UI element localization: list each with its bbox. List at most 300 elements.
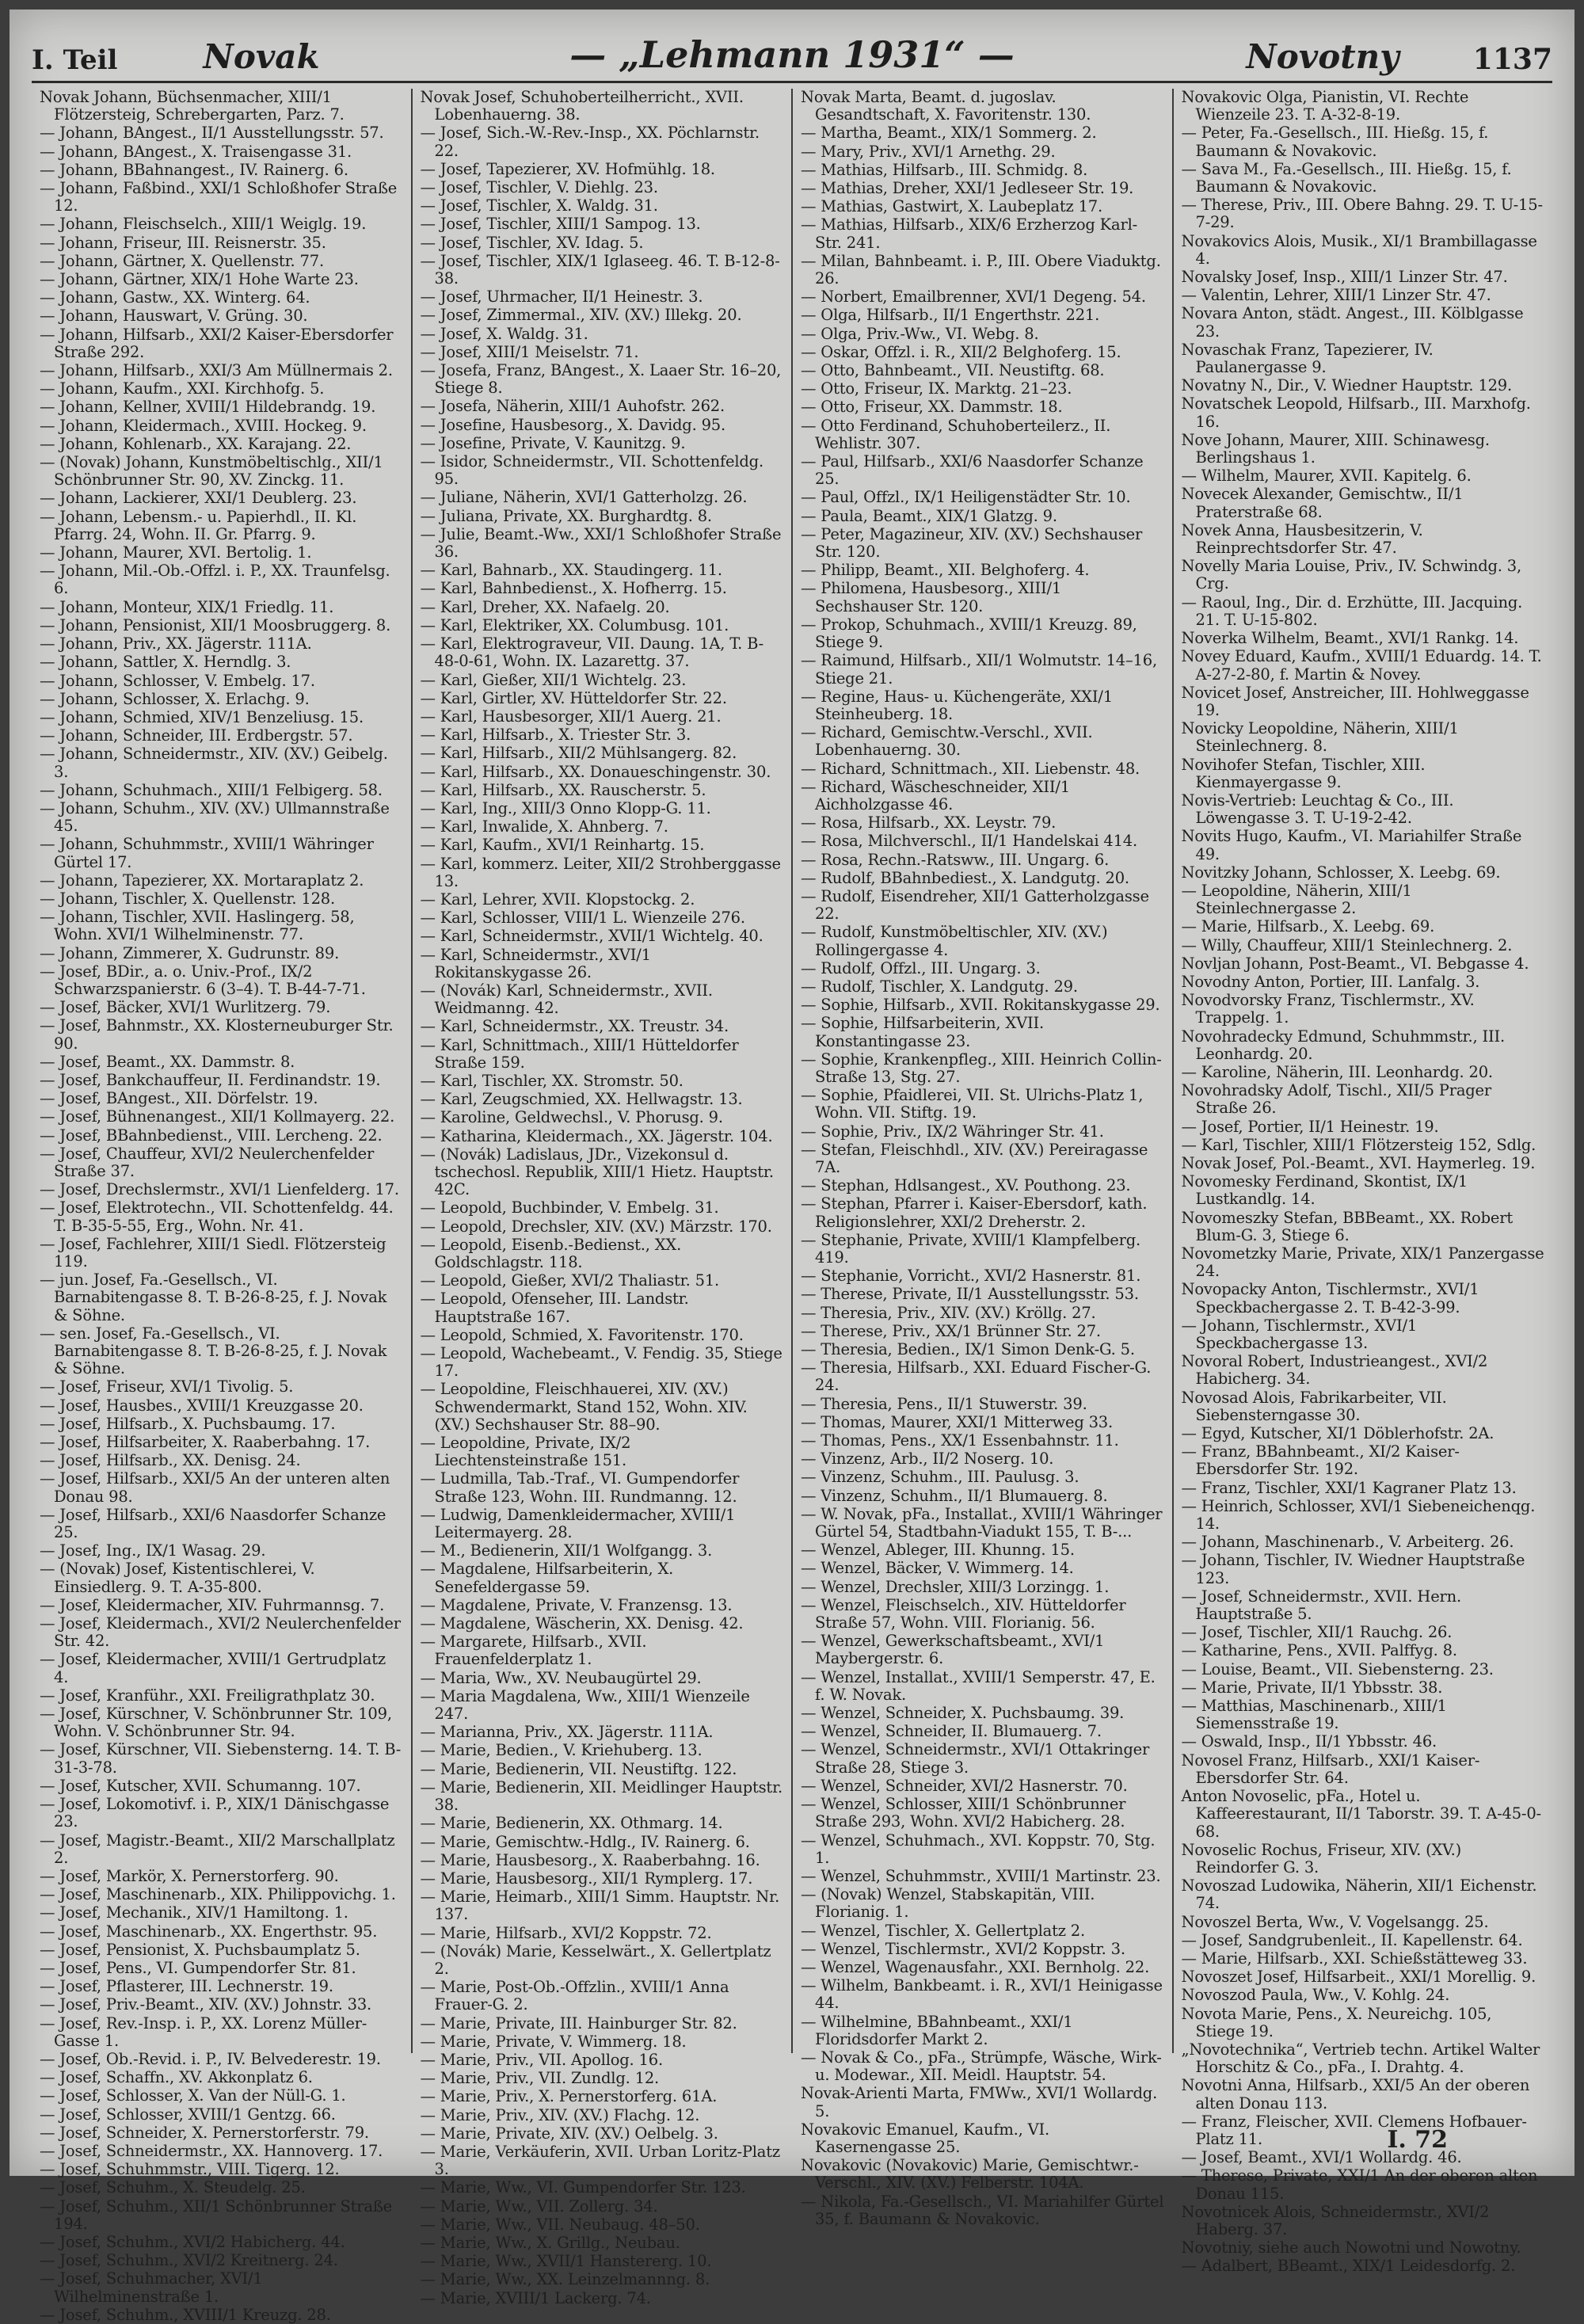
directory-entry: — Johann, Schuhmmstr., XVIII/1 Währinger Gürtel 17. [40,835,374,871]
directory-entry: — Marie, Hilfsarb., XVI/2 Koppstr. 72. [420,1923,712,1942]
directory-entry: — Johann, BAngest., X. Traisengasse 31. [40,142,352,161]
directory-entry: — Marie, Priv., VII. Apollog. 16. [420,2050,663,2069]
directory-entry: — M., Bedienerin, XII/1 Wolfgangg. 3. [420,1541,713,1560]
directory-entry: — Therese, Priv., III. Obere Bahng. 29. T. U-15-7-29. [1181,196,1543,232]
directory-entry: — Johann, Gärtner, X. Quellenstr. 77. [40,251,324,270]
directory-entry: — (Novák) Ladislaus, JDr., Vizekonsul d. tschechosl. Republik, XIII/1 Hietz. Hauptstr. 42C. [420,1145,774,1199]
directory-entry: — Josef, BBahnbedienst., VIII. Lercheng. 22. [40,1126,383,1145]
directory-entry: — Leopold, Buchbinder, V. Embelg. 31. [420,1198,719,1217]
directory-entry: — Leopoldine, Näherin, XIII/1 Steinlechnergasse 2. [1181,881,1412,918]
directory-entry: Novecek Alexander, Gemischtw., II/1 Praterstraße 68. [1181,485,1464,521]
directory-entry: — Wenzel, Tischlermstr., XVI/2 Koppstr. 3. [801,1939,1125,1958]
directory-entry: — Josef, Kürschner, VII. Siebensterng. 14. T. B-31-3-78. [40,1740,402,1777]
directory-entry: Novoszad Ludowika, Näherin, XII/1 Eichenstr. 74. [1181,1876,1537,1913]
directory-entry: — Josef, Hilfsarb., XX. Denisg. 24. [40,1451,301,1470]
directory-entry: — Paula, Beamt., XIX/1 Glatzg. 9. [801,506,1057,525]
directory-entry: — jun. Josef, Fa.-Gesellsch., VI. Barnabitengasse 8. T. B-26-8-25, f. J. Novak & Söhne. [40,1271,387,1324]
directory-entry: — Johann, Mil.-Ob.-Offzl. i. P., XX. Traunfelsg. 6. [40,562,390,598]
directory-entry: — Philipp, Beamt., XII. Belghoferg. 4. [801,561,1090,580]
directory-entry: — Johann, Kellner, XVIII/1 Hildebrandg. 19. [40,398,376,417]
directory-entry: — Sophie, Krankenpfleg., XIII. Heinrich Collin-Straße 13, Stg. 27. [801,1050,1162,1086]
directory-entry: — Josef, BDir., a. o. Univ.-Prof., IX/2 Schwarzspanierstr. 6 (3–4). T. B-44-7-71. [40,962,366,998]
directory-entry: — Sophie, Priv., IX/2 Währinger Str. 41. [801,1122,1104,1141]
directory-entry: — Marie, Ww., XVII/1 Hanstererg. 10. [420,2252,712,2271]
directory-entry: — Egyd, Kutscher, XI/1 Döblerhofstr. 2A. [1181,1424,1495,1443]
directory-entry: Novitzky Johann, Schlosser, X. Leebg. 69. [1181,863,1501,882]
directory-entry: — Josef, Schuhm., XII/1 Schönbrunner Straße 194. [40,2196,393,2233]
directory-entry: — Marie, Bedienerin, VII. Neustiftg. 122. [420,1759,737,1778]
directory-entry: — Marie, Bedienerin, XX. Othmarg. 14. [420,1814,723,1833]
directory-entry: — Johann, Tischler, X. Quellenstr. 128. [40,889,336,908]
directory-entry: — Leopoldine, Private, IX/2 Liechtensteinstraße 151. [420,1434,631,1470]
directory-entry: — Josef, Portier, II/1 Heinestr. 19. [1181,1117,1439,1136]
directory-entry: — Johann, Schneider, III. Erdbergstr. 57. [40,726,353,745]
directory-entry: — Juliana, Private, XX. Burghardtg. 8. [420,506,712,525]
directory-entry: — Franz, Tischler, XXI/1 Kagraner Platz 13. [1181,1478,1517,1497]
directory-entry: — Josef, Hilfsarb., XXI/6 Naasdorfer Schanze 25. [40,1505,386,1542]
directory-entry: — Josef, Schneider, X. Pernerstorferstr. 79. [40,2123,369,2142]
directory-entry: — Josef, Kleidermacher, XIV. Fuhrmannsg. 7. [40,1595,385,1614]
directory-entry: — Johann, BBahnangest., IV. Rainerg. 6. [40,160,348,179]
directory-entry: — Otto, Friseur, IX. Marktg. 21–23. [801,379,1072,398]
directory-entry: — Marie, Post-Ob.-Offzlin., XVIII/1 Anna Frauer-G. 2. [420,1978,729,2014]
directory-entry: — Peter, Magazineur, XIV. (XV.) Sechshauser Str. 120. [801,524,1143,562]
directory-entry: — Johann, Gärtner, XIX/1 Hohe Warte 23. [40,270,359,289]
directory-entry: Novihofer Stefan, Tischler, XIII. Kienmayergasse 9. [1181,755,1426,791]
directory-entry: Novoszet Josef, Hilfsarbeit., XXI/1 Morellig. 9. [1181,1968,1536,1987]
directory-entry: — Maria Magdalena, Ww., XIII/1 Wienzeile 247. [420,1686,750,1724]
directory-entry: — Johann, Tischlermstr., XVI/1 Speckbachergasse 13. [1181,1316,1418,1353]
directory-entry: — Philomena, Hausbesorg., XIII/1 Sechshauser Str. 120. [801,579,1062,615]
directory-entry: — Isidor, Schneidermstr., VII. Schottenfeldg. 95. [420,452,763,489]
directory-entry: — Julie, Beamt.-Ww., XXI/1 Schloßhofer Straße 36. [420,524,782,562]
directory-entry: — Josef, Schlosser, XVIII/1 Gentzg. 66. [40,2105,336,2124]
directory-entry: — Marie, Verkäuferin, XVII. Urban Loritz-Platz 3. [420,2142,780,2179]
directory-entry: — Josef, Tischler, XIX/1 Iglaseeg. 46. T. B-12-8-38. [420,251,780,288]
directory-entry: — Josefa, Franz, BAngest., X. Laaer Str. 16–20, Stiege 8. [420,361,782,398]
directory-entry: — Karl, Hausbesorger, XII/1 Auerg. 21. [420,707,722,726]
directory-entry: — Otto, Friseur, XX. Dammstr. 18. [801,398,1063,417]
directory-entry: — Johann, Hilfsarb., XXI/2 Kaiser-Ebersdorfer Straße 292. [40,325,394,361]
directory-entry: — Franz, BBahnbeamt., XI/2 Kaiser-Ebersdorfer Str. 192. [1181,1442,1460,1479]
directory-entry: — Josef, Schneidermstr., XX. Hannoverg. 17. [40,2141,383,2160]
directory-entry: Novatny N., Dir., V. Wiedner Hauptstr. 129. [1181,376,1513,395]
directory-entry: — Josef, BAngest., XII. Dörfelstr. 19. [40,1089,318,1108]
directory-entry: — Johann, Tischler, IV. Wiedner Hauptstraße 123. [1181,1551,1525,1587]
directory-entry: — Rosa, Milchverschl., II/1 Handelskai 414. [801,832,1137,851]
directory-entry: — Magdalene, Hilfsarbeiterin, X. Senefeldergasse 59. [420,1560,674,1596]
directory-entry: — Josefine, Hausbesorg., X. Davidg. 95. [420,415,725,434]
directory-entry: — Mary, Priv., XVI/1 Arnethg. 29. [801,142,1056,161]
directory-entry: — Karl, Schnittmach., XIII/1 Hütteldorfer Straße 159. [420,1035,739,1072]
directory-entry: — Thomas, Pens., XX/1 Essenbahnstr. 11. [801,1431,1119,1450]
directory-entry: — Willy, Chauffeur, XIII/1 Steinlechnerg. 2. [1181,935,1513,954]
directory-entry: — Josef, Rev.-Insp. i. P., XX. Lorenz Müller-Gasse 1. [40,2013,367,2050]
directory-entry: — Josef, Fachlehrer, XIII/1 Siedl. Flötzersteig 119. [40,1234,386,1271]
directory-entry: Novara Anton, städt. Angest., III. Kölblgasse 23. [1181,304,1524,341]
directory-entry: — Leopold, Gießer, XVI/2 Thaliastr. 51. [420,1271,720,1290]
directory-entry: — Peter, Fa.-Gesellsch., III. Hießg. 15, f. Baumann & Novakovic. [1181,124,1489,160]
directory-entry: — Rosa, Rechn.-Ratsww., III. Ungarg. 6. [801,850,1110,869]
directory-entry: — Johann, Schlosser, X. Erlachg. 9. [40,689,310,708]
directory-entry: Novoral Robert, Industrieangest., XVI/2 Habicherg. 34. [1181,1352,1488,1389]
directory-entry: — Franz, Fleischer, XVII. Clemens Hofbauer-Platz 11. [1181,2112,1527,2148]
directory-entry: — Marie, Ww., XX. Leinzelmannng. 8. [420,2270,710,2289]
directory-entry: — Richard, Gemischtw.-Verschl., XVII. Lobenhauerng. 30. [801,723,1093,760]
directory-entry: — Josef, Hilfsarbeiter, X. Raaberbahng. 17. [40,1433,371,1452]
directory-entry: — Vinzenz, Arb., II/2 Noserg. 10. [801,1450,1054,1469]
directory-entry: — Karl, Tischler, XX. Stromstr. 50. [420,1071,683,1090]
directory-entry: — Josef, Tischler, X. Waldg. 31. [420,196,658,215]
directory-entry: — Karl, Zeugschmied, XX. Hellwagstr. 13. [420,1090,743,1109]
column-3 [791,88,1172,2228]
directory-entry: — Leopold, Wachebeamt., V. Fendig. 35, Stiege 17. [420,1344,782,1381]
directory-entry: — Leopold, Schmied, X. Favoritenstr. 170. [420,1325,744,1344]
directory-entry: — Josef, Schuhm., XVI/2 Habicherg. 44. [40,2232,345,2251]
directory-entry: — Oskar, Offzl. i. R., XII/2 Belghoferg. 15. [801,342,1121,361]
directory-entry: — Karl, Schneidermstr., XVII/1 Wichtelg. 40. [420,927,763,946]
directory-entry: — Johann, Zimmerer, X. Gudrunstr. 89. [40,943,340,962]
directory-entry: — Sava M., Fa.-Gesellsch., III. Hießg. 15, f. Baumann & Novakovic. [1181,159,1512,196]
directory-entry: — Marie, Priv., X. Pernerstorferg. 61A. [420,2087,718,2106]
directory-entry: Novotni Anna, Hilfsarb., XXI/5 An der oberen alten Donau 113. [1181,2076,1530,2113]
directory-entry: Novohradecky Edmund, Schuhmmstr., III. Leonhardg. 20. [1181,1027,1506,1063]
directory-entry: — Wenzel, Tischler, X. Gellertplatz 2. [801,1921,1086,1940]
directory-entry: — Marie, Priv., VII. Zundlg. 12. [420,2069,660,2088]
directory-entry: — Marie, Private, III. Hainburger Str. 82. [420,2013,737,2033]
directory-entry: Novosel Franz, Hilfsarb., XXI/1 Kaiser-Ebersdorfer Str. 64. [1181,1751,1480,1787]
directory-entry: — Milan, Bahnbeamt. i. P., III. Obere Viaduktg. 26. [801,251,1161,288]
directory-entry: — Johann, Faßbind., XXI/1 Schloßhofer Straße 12. [40,179,398,215]
directory-entry: — Theresia, Hilfsarb., XXI. Eduard Fischer-G. 24. [801,1358,1152,1395]
directory-entry: — Marie, Bedienerin, XII. Meidlinger Hauptstr. 38. [420,1777,783,1815]
directory-entry: — Vinzenz, Schuhm., II/1 Blumauerg. 8. [801,1486,1108,1505]
directory-entry: — Louise, Beamt., VII. Siebensterng. 23. [1181,1659,1494,1678]
directory-entry: Novoszel Berta, Ww., V. Vogelsangg. 25. [1181,1912,1489,1931]
directory-entry: — Heinrich, Schlosser, XVI/1 Siebeneichenqg. 14. [1181,1496,1536,1533]
directory-entry: — Raoul, Ing., Dir. d. Erzhütte, III. Jacquing. 21. T. U-15-802. [1181,592,1523,629]
left-running-head: Novak [203,37,320,76]
directory-entry: — Josef, Tischler, XV. Idag. 5. [420,233,644,252]
directory-entry: — Johann, Kaufm., XXI. Kirchhofg. 5. [40,379,325,398]
directory-entry: — Wilhelm, Maurer, XVII. Kapitelg. 6. [1181,467,1472,486]
directory-entry: — Josef, Pens., VI. Gumpendorfer Str. 81. [40,1958,356,1977]
directory-entry: — Wenzel, Wagenausfahr., XXI. Bernholg. 22. [801,1957,1150,1976]
directory-entry: Novaschak Franz, Tapezierer, IV. Paulanergasse 9. [1181,340,1434,377]
directory-entry: — Leopoldine, Fleischhauerei, XIV. (XV.) Schwendermarkt, Stand 152, Wohn. XIV. (XV.) Sechshauser Str. 88–90. [420,1380,748,1434]
directory-entry: — Rudolf, BBahnbediest., X. Landgutg. 20. [801,868,1129,887]
directory-entry: — Josef, Tischler, XII/1 Rauchg. 26. [1181,1623,1453,1642]
directory-entry: Novosad Alois, Fabrikarbeiter, VII. Siebensterngasse 30. [1181,1388,1447,1424]
directory-entry: — Johann, Schuhmach., XIII/1 Felbigerg. 58. [40,780,383,799]
directory-entry: Noverka Wilhelm, Beamt., XVI/1 Rankg. 14. [1181,629,1519,648]
directory-entry: — Josef, Ing., IX/1 Wasag. 29. [40,1541,266,1560]
directory-entry: Novak Johann, Büchsenmacher, XIII/1 Flötzersteig, Schrebergarten, Parz. 7. [40,88,345,124]
directory-entry: — Marie, Private, XIV. (XV.) Oelbelg. 3. [420,2124,718,2143]
directory-entry: — Marie, Hilfsarb., XXI. Schießstätteweg 33. [1181,1949,1528,1968]
directory-entry: — Wenzel, Installat., XVIII/1 Semperstr. 47, E. f. W. Novak. [801,1667,1156,1704]
directory-entry: — Karl, Gießer, XII/1 Wichtelg. 23. [420,670,687,689]
directory-entry: — Johann, Maurer, XVI. Bertolig. 1. [40,543,312,562]
directory-entry: — Johann, Lebensm.- u. Papierhdl., II. Kl. Pfarrg. 24, Wohn. II. Gr. Pfarrg. 9. [40,507,357,543]
directory-entry: — Josef, Hilfsarb., X. Puchsbaumg. 17. [40,1414,336,1433]
directory-entry: — (Novak) Josef, Kistentischlerei, V. Einsiedlerg. 9. T. A-35-800. [40,1560,315,1596]
directory-entry: Novey Eduard, Kaufm., XVIII/1 Eduardg. 14. T. A-27-2-80, f. Martin & Novey. [1181,647,1542,684]
directory-entry: — Leopold, Drechsler, XIV. (XV.) Märzstr. 170. [420,1217,772,1236]
directory-entry: — Karl, Schlosser, VIII/1 L. Wienzeile 276. [420,909,745,928]
directory-entry: — Katharina, Kleidermach., XX. Jägerstr. 104. [420,1126,773,1145]
directory-entry: — Richard, Schnittmach., XII. Liebenstr. 48. [801,759,1140,778]
directory-entry: — Johann, Hilfsarb., XXI/3 Am Müllnermais 2. [40,361,393,380]
directory-entry: — Josef, Beamt., XX. Dammstr. 8. [40,1052,295,1071]
directory-entry: — Oswald, Insp., II/1 Ybbsstr. 46. [1181,1732,1437,1751]
directory-entry: — Wenzel, Ableger, III. Khunng. 15. [801,1541,1075,1560]
directory-entry: — Karl, Bahnarb., XX. Staudingerg. 11. [420,561,722,580]
directory-entry: — Marie, Hausbesorg., X. Raaberbahng. 16. [420,1850,760,1869]
directory-entry: Novotniy, siehe auch Nowotni und Nowotny. [1181,2238,1521,2257]
directory-entry: — Wenzel, Fleischselch., XIV. Hütteldorfer Straße 57, Wohn. VIII. Florianig. 56. [801,1595,1126,1633]
directory-entry: — Josef, Schuhm., XVIII/1 Kreuzg. 28. [40,2305,331,2324]
directory-entry: — Marie, Priv., XIV. (XV.) Flachg. 12. [420,2105,700,2124]
directory-entry: — Karoline, Geldwechsl., V. Phorusg. 9. [420,1108,723,1127]
directory-entry: — Josef, Kranführ., XXI. Freiligrathplatz 30. [40,1686,375,1705]
directory-entry: — Josef, Elektrotechn., VII. Schottenfeldg. 44. T. B-35-5-55, Erg., Wohn. Nr. 41. [40,1198,394,1235]
directory-entry: — Johann, Schmied, XIV/1 Benzeliusg. 15. [40,707,364,726]
directory-entry: — Johann, Fleischselch., XIII/1 Weiglg. 19. [40,215,367,234]
directory-entry: Novodny Anton, Portier, III. Lanfalg. 3. [1181,972,1480,991]
directory-entry: — Josef, Schlosser, X. Van der Nüll-G. 1. [40,2086,346,2105]
directory-entry: Novatschek Leopold, Hilfsarb., III. Marxhofg. 16. [1181,394,1531,431]
directory-entry: — Josef, Schneidermstr., XVII. Hern. Hauptstraße 5. [1181,1587,1462,1624]
directory-entry: — Josef, Pensionist, X. Puchsbaumplatz 5. [40,1940,360,1959]
directory-entry: Novicet Josef, Anstreicher, III. Hohlweggasse 19. [1181,683,1529,719]
directory-entry: — Olga, Priv.-Ww., VI. Webg. 8. [801,324,1039,343]
directory-entry: — Josef, Beamt., XVI/1 Wollardg. 46. [1181,2148,1462,2167]
directory-entry: — Stephanie, Vorricht., XVI/2 Hasnerstr. 81. [801,1267,1141,1286]
directory-entry: — Josef, X. Waldg. 31. [420,324,588,343]
directory-entry: — Marie, Gemischtw.-Hdlg., IV. Rainerg. 6. [420,1832,750,1851]
directory-entry: — Ludmilla, Tab.-Traf., VI. Gumpendorfer Straße 123, Wohn. III. Rundmanng. 12. [420,1469,740,1506]
directory-entry: — Karoline, Näherin, III. Leonhardg. 20. [1181,1062,1493,1081]
directory-entry: — Karl, Hilfsarb., XX. Rauscherstr. 5. [420,780,706,799]
directory-entry: — Karl, Ing., XIII/3 Onno Klopp-G. 11. [420,798,711,817]
directory-entry: Novakovics Alois, Musik., XI/1 Brambillagasse 4. [1181,231,1537,268]
directory-entry: — Josefa, Näherin, XIII/1 Auhofstr. 262. [420,397,725,416]
directory-entry: — (Novak) Wenzel, Stabskapitän, VIII. Florianig. 1. [801,1885,1095,1922]
directory-entry: — Josef, Mechanik., XIV/1 Hamiltong. 1. [40,1903,348,1922]
directory-entry: — Marie, Ww., X. Grillg., Neubau. [420,2233,680,2252]
directory-entry: — Josef, XIII/1 Meiselstr. 71. [420,342,639,361]
directory-entry: — W. Novak, pFa., Installat., XVIII/1 Währinger Gürtel 54, Stadtbahn-Viadukt 155, T. B-... [801,1504,1163,1541]
directory-entry: — Theresia, Pens., II/1 Stuwerstr. 39. [801,1394,1087,1413]
directory-entry: — Marie, Private, V. Wimmerg. 18. [420,2032,687,2051]
directory-entry: — Johann, Monteur, XIX/1 Friedlg. 11. [40,597,334,616]
directory-entry: — Stephan, Pfarrer i. Kaiser-Ebersdorf, kath. Religionslehrer, XXI/2 Dreherstr. 2. [801,1194,1148,1231]
directory-entry: — Karl, Tischler, XIII/1 Flötzersteig 152, Sdlg. [1181,1135,1536,1154]
directory-entry: — Karl, Kaufm., XVI/1 Reinhartg. 15. [420,836,705,855]
directory-entry: — Rudolf, Offzl., III. Ungarg. 3. [801,958,1041,977]
signature-mark: I. 72 [1387,2126,1448,2154]
directory-entry: — Karl, Hilfsarb., X. Triester Str. 3. [420,726,691,745]
directory-entry: Novakovic Emanuel, Kaufm., VI. Kasernengasse 25. [801,2120,1050,2156]
directory-entry: — Prokop, Schuhmach., XVIII/1 Kreuzg. 89, Stiege 9. [801,615,1137,652]
directory-entry: — Karl, kommerz. Leiter, XII/2 Strohberggasse 13. [420,854,781,890]
directory-entry: — sen. Josef, Fa.-Gesellsch., VI. Barnabitengasse 8. T. B-26-8-25, f. J. Novak & Söhne. [40,1324,387,1378]
directory-entry: — Johann, BAngest., II/1 Ausstellungsstr. 57. [40,124,384,143]
directory-entry: — Wenzel, Schneider, XVI/2 Hasnerstr. 70. [801,1776,1128,1795]
directory-entry: — Leopold, Eisenb.-Bedienst., XX. Goldschlagstr. 118. [420,1235,682,1271]
directory-entry: — Mathias, Gastwirt, X. Laubeplatz 17. [801,197,1102,216]
directory-entry: — Josef, Sich.-W.-Rev.-Insp., XX. Pöchlarnstr. 22. [420,124,760,160]
right-running-head: Novotny [1246,37,1399,76]
directory-entry: — Adalbert, BBeamt., XIX/1 Leidesdorfg. 2. [1181,2257,1516,2276]
directory-entry: — Raimund, Hilfsarb., XII/1 Wolmutstr. 14–16, Stiege 21. [801,651,1157,688]
directory-entry: — Rudolf, Eisendreher, XII/1 Gatterholzgasse 22. [801,886,1149,924]
directory-entry: Novakovic Olga, Pianistin, VI. Rechte Wienzeile 23. T. A-32-8-19. [1181,88,1469,124]
directory-entry: Novotnicek Alois, Schneidermstr., XVI/2 Haberg. 37. [1181,2202,1490,2238]
directory-entry: — Marie, Ww., VII. Neubaug. 48–50. [420,2215,700,2234]
directory-entry: — Mathias, Hilfsarb., III. Schmidg. 8. [801,160,1088,179]
directory-entry: — Rudolf, Tischler, X. Landgutg. 29. [801,977,1078,996]
directory-entry: Novalsky Josef, Insp., XIII/1 Linzer Str. 47. [1181,268,1508,287]
directory-entry: — Josef, Schuhmacher, XVI/1 Wilhelminenstraße 1. [40,2269,263,2306]
directory-entry: — Johann, Tapezierer, XX. Mortaraplatz 2. [40,871,364,890]
directory-entry: — Wenzel, Schuhmmstr., XVIII/1 Martinstr. 23. [801,1866,1161,1885]
directory-entry: — Josef, Chauffeur, XVI/2 Neulerchenfelder Straße 37. [40,1144,375,1180]
directory-entry: — Leopold, Ofenseher, III. Landstr. Hauptstraße 167. [420,1290,689,1326]
directory-entry: — Josef, Kleidermacher, XVIII/1 Gertrudplatz 4. [40,1650,386,1686]
directory-entry: — Wenzel, Schlosser, XIII/1 Schönbrunner Straße 293, Wohn. XVI/2 Habicherg. 28. [801,1795,1126,1831]
directory-entry: — Karl, Lehrer, XVII. Klopstockg. 2. [420,890,695,909]
directory-entry: — Johann, Tischler, XVII. Haslingerg. 58, Wohn. XVI/1 Wilhelminenstr. 77. [40,908,355,944]
directory-entry: — Novak & Co., pFa., Strümpfe, Wäsche, Wirk- u. Modewar., XII. Meidl. Hauptstr. 54. [801,2048,1162,2085]
directory-entry: — Josef, Hilfsarb., XXI/5 An der unteren alten Donau 98. [40,1469,390,1506]
directory-entry: Novomesky Ferdinand, Skontist, IX/1 Lustkandlg. 14. [1181,1172,1468,1209]
directory-entry: — Johann, Maschinenarb., V. Arbeiterg. 26. [1181,1533,1514,1552]
directory-entry: — Josef, Bäcker, XVI/1 Wurlitzerg. 79. [40,998,331,1017]
directory-entry: Novis-Vertrieb: Leuchtag & Co., III. Löwengasse 3. T. U-19-2-42. [1181,791,1454,828]
directory-entry: — Marie, Private, II/1 Ybbsstr. 38. [1181,1678,1443,1697]
directory-entry: — Josef, Schuhm., XVI/2 Kreitnerg. 24. [40,2251,338,2270]
directory-entry: — Thomas, Maurer, XXI/1 Mitterweg 33. [801,1412,1114,1431]
directory-entry: — Josef, Bahnmstr., XX. Klosterneuburger Str. 90. [40,1016,394,1053]
directory-entry: — Theresia, Priv., XIV. (XV.) Kröllg. 27. [801,1303,1096,1322]
directory-entry: — Karl, Hilfsarb., XII/2 Mühlsangerg. 82. [420,744,737,763]
directory-entry: — (Novák) Marie, Kesselwärt., X. Gellertplatz 2. [420,1941,771,1978]
directory-entry: — Martha, Beamt., XIX/1 Sommerg. 2. [801,124,1097,143]
directory-entry: „Novotechnika“, Vertrieb techn. Artikel Walter Horschitz & Co., pFa., I. Drahtg. 4. [1181,2040,1540,2077]
directory-entry: — Paul, Hilfsarb., XXI/6 Naasdorfer Schanze 25. [801,452,1144,489]
directory-entry: Novak-Arienti Marta, FMWw., XVI/1 Wollardg. 5. [801,2084,1158,2120]
directory-entry: — Valentin, Lehrer, XIII/1 Linzer Str. 47. [1181,286,1491,305]
directory-entry: — Nikola, Fa.-Gesellsch., VI. Mariahilfer Gürtel 35, f. Baumann & Novakovic. [801,2192,1164,2228]
directory-entry: — Sophie, Hilfsarbeiterin, XVII. Konstantingasse 23. [801,1014,1044,1050]
directory-entry: — Josef, Bankchauffeur, II. Ferdinandstr. 19. [40,1070,381,1089]
directory-entry: — Stephanie, Private, XVIII/1 Klampfelberg. 419. [801,1230,1140,1267]
directory-entry: — Vinzenz, Schuhm., III. Paulusg. 3. [801,1468,1079,1487]
directory-entry: — Josef, Tischler, XIII/1 Sampog. 13. [420,215,701,234]
directory-entry: — Josef, Uhrmacher, II/1 Heinestr. 3. [420,288,703,307]
directory-entry: Novak Marta, Beamt. d. jugoslav. Gesandtschaft, X. Favoritenstr. 130. [801,88,1091,124]
directory-entry: — Stefan, Fleischhdl., XIV. (XV.) Pereiragasse 7A. [801,1140,1148,1176]
directory-entry: Novopacky Anton, Tischlermstr., XVI/1 Speckbachergasse 2. T. B-42-3-99. [1181,1280,1479,1316]
directory-entry: — Josef, Lokomotivf. i. P., XIX/1 Dänischgasse 23. [40,1795,390,1831]
page-number: 1137 [1472,43,1552,76]
directory-entry: — Wenzel, Drechsler, XIII/3 Lorzingg. 1. [801,1577,1110,1596]
directory-entry: — Magdalene, Private, V. Franzensg. 13. [420,1595,733,1614]
directory-entry: — Karl, Bahnbedienst., X. Hofherrg. 15. [420,579,727,598]
directory-entry: — Paul, Offzl., IX/1 Heiligenstädter Str. 10. [801,488,1131,507]
directory-entry: — Josef, Maschinenarb., XIX. Philippovichg. 1. [40,1885,396,1904]
directory-entry: — Johann, Schuhm., XIV. (XV.) Ullmannstraße 45. [40,798,390,836]
directory-entry: — Josef, Ob.-Revid. i. P., IV. Belvederestr. 19. [40,2049,381,2068]
directory-entry: Novoszod Paula, Ww., V. Kohlg. 24. [1181,1986,1450,2005]
directory-entry: — Sophie, Hilfsarb., XVII. Rokitanskygasse 29. [801,996,1160,1015]
directory-entry: — Josef, Sandgrubenleit., II. Kapellenstr. 64. [1181,1930,1523,1949]
directory-entry: — Richard, Wäscheschneider, XII/1 Aichholzgasse 46. [801,777,1071,813]
directory-entry: — Johann, Hauswart, V. Grüng. 30. [40,307,308,326]
page-header [32,29,1552,76]
directory-entry: Novicky Leopoldine, Näherin, XIII/1 Steinlechnerg. 8. [1181,719,1459,756]
directory-entry: — Karl, Hilfsarb., XX. Donaueschingenstr. 30. [420,762,771,781]
directory-entry: Anton Novoselic, pFa., Hotel u. Kaffeerestaurant, II/1 Taborstr. 39. T. A-45-0-68. [1181,1787,1541,1841]
directory-entry: Novota Marie, Pens., X. Neureichg. 105, Stiege 19. [1181,2004,1492,2040]
directory-entry: — Otto Ferdinand, Schuhoberteilerz., II. Wehlistr. 307. [801,416,1111,452]
directory-entry: Novoselic Rochus, Friseur, XIV. (XV.) Reindorfer G. 3. [1181,1840,1462,1876]
directory-entry: — Magdalene, Wäscherin, XX. Denisg. 42. [420,1614,744,1633]
directory-entry: — Wilhelm, Bankbeamt. i. R., XVI/1 Heinigasse 44. [801,1976,1163,2013]
directory-entry: — Josef, Pflasterer, III. Lechnerstr. 19. [40,1977,333,1996]
directory-entry: — Johann, Kleidermach., XVIII. Hockeg. 9. [40,416,367,435]
directory-entry: — Wilhelmine, BBahnbeamt., XXI/1 Floridsdorfer Markt 2. [801,2012,1073,2048]
directory-entry: — Karl, Schneidermstr., XX. Treustr. 34. [420,1017,729,1036]
directory-entry: — Wenzel, Bäcker, V. Wimmerg. 14. [801,1559,1074,1578]
directory-entry: — (Novák) Karl, Schneidermstr., XVII. Weidmanng. 42. [420,981,713,1018]
directory-entry: — Marianna, Priv., XX. Jägerstr. 111A. [420,1723,714,1742]
directory-entry: — (Novak) Johann, Kunstmöbeltischlg., XII/1 Schönbrunner Str. 90, XV. Zinckg. 11. [40,453,383,490]
directory-entry: — Johann, Pensionist, XII/1 Moosbruggerg. 8. [40,615,391,634]
directory-entry: Novelly Maria Louise, Priv., IV. Schwindg. 3, Crg. [1181,557,1521,593]
directory-entry: Novljan Johann, Post-Beamt., VI. Bebgasse 4. [1181,954,1529,973]
directory-page [10,10,1574,2324]
directory-entry: — Wenzel, Schneider, II. Blumauerg. 7. [801,1722,1102,1741]
directory-entry: — Wenzel, Schneider, X. Puchsbaumg. 39. [801,1704,1125,1723]
directory-entry: — Juliane, Näherin, XVI/1 Gatterholzg. 26. [420,488,748,507]
directory-entry: — Josef, Hausbes., XVIII/1 Kreuzgasse 20. [40,1396,364,1415]
directory-entry: Novak Josef, Schuhoberteilherricht., XVII. Lobenhauerng. 38. [420,88,744,124]
directory-entry: — Josef, Markör, X. Pernerstorferg. 90. [40,1866,339,1885]
directory-entry: — Josef, Friseur, XVI/1 Tivolig. 5. [40,1377,294,1396]
directory-entry: — Johann, Lackierer, XXI/1 Deublerg. 23. [40,489,357,508]
directory-entry: — Josef, Tapezierer, XV. Hofmühlg. 18. [420,159,715,178]
directory-entry: — Karl, Dreher, XX. Nafaelg. 20. [420,597,670,616]
directory-title: — „Lehmann 1931“ — [569,33,1015,76]
directory-entry: — Ludwig, Damenkleidermacher, XVIII/1 Leitermayerg. 28. [420,1505,736,1542]
directory-entry: — Mathias, Dreher, XXI/1 Jedleseer Str. 19. [801,179,1134,198]
directory-entry: — Johann, Gastw., XX. Winterg. 64. [40,288,310,307]
directory-entry: — Josef, Zimmermal., XIV. (XV.) Illekg. 20. [420,306,742,325]
directory-entry: — Josef, Magistr.-Beamt., XII/2 Marschallplatz 2. [40,1831,395,1867]
directory-entry: — Olga, Hilfsarb., II/1 Engerthstr. 221. [801,306,1100,325]
directory-entry: — Therese, Priv., XX/1 Brünner Str. 27. [801,1321,1101,1340]
directory-entry: — Margarete, Hilfsarb., XVII. Frauenfelderplatz 1. [420,1633,647,1669]
directory-entry: — Josef, Schuhm., X. Steudelg. 25. [40,2178,306,2197]
directory-entry: — Josef, Schuhmmstr., VIII. Tigerg. 12. [40,2160,340,2179]
directory-entry: — Marie, Hausbesorg., XII/1 Rymplerg. 17. [420,1869,753,1888]
directory-entry: — Maria, Ww., XV. Neubaugürtel 29. [420,1668,702,1687]
directory-entry: — Marie, Ww., VI. Gumpendorfer Str. 123. [420,2178,746,2197]
directory-entry: — Josefine, Private, V. Kaunitzg. 9. [420,433,686,452]
